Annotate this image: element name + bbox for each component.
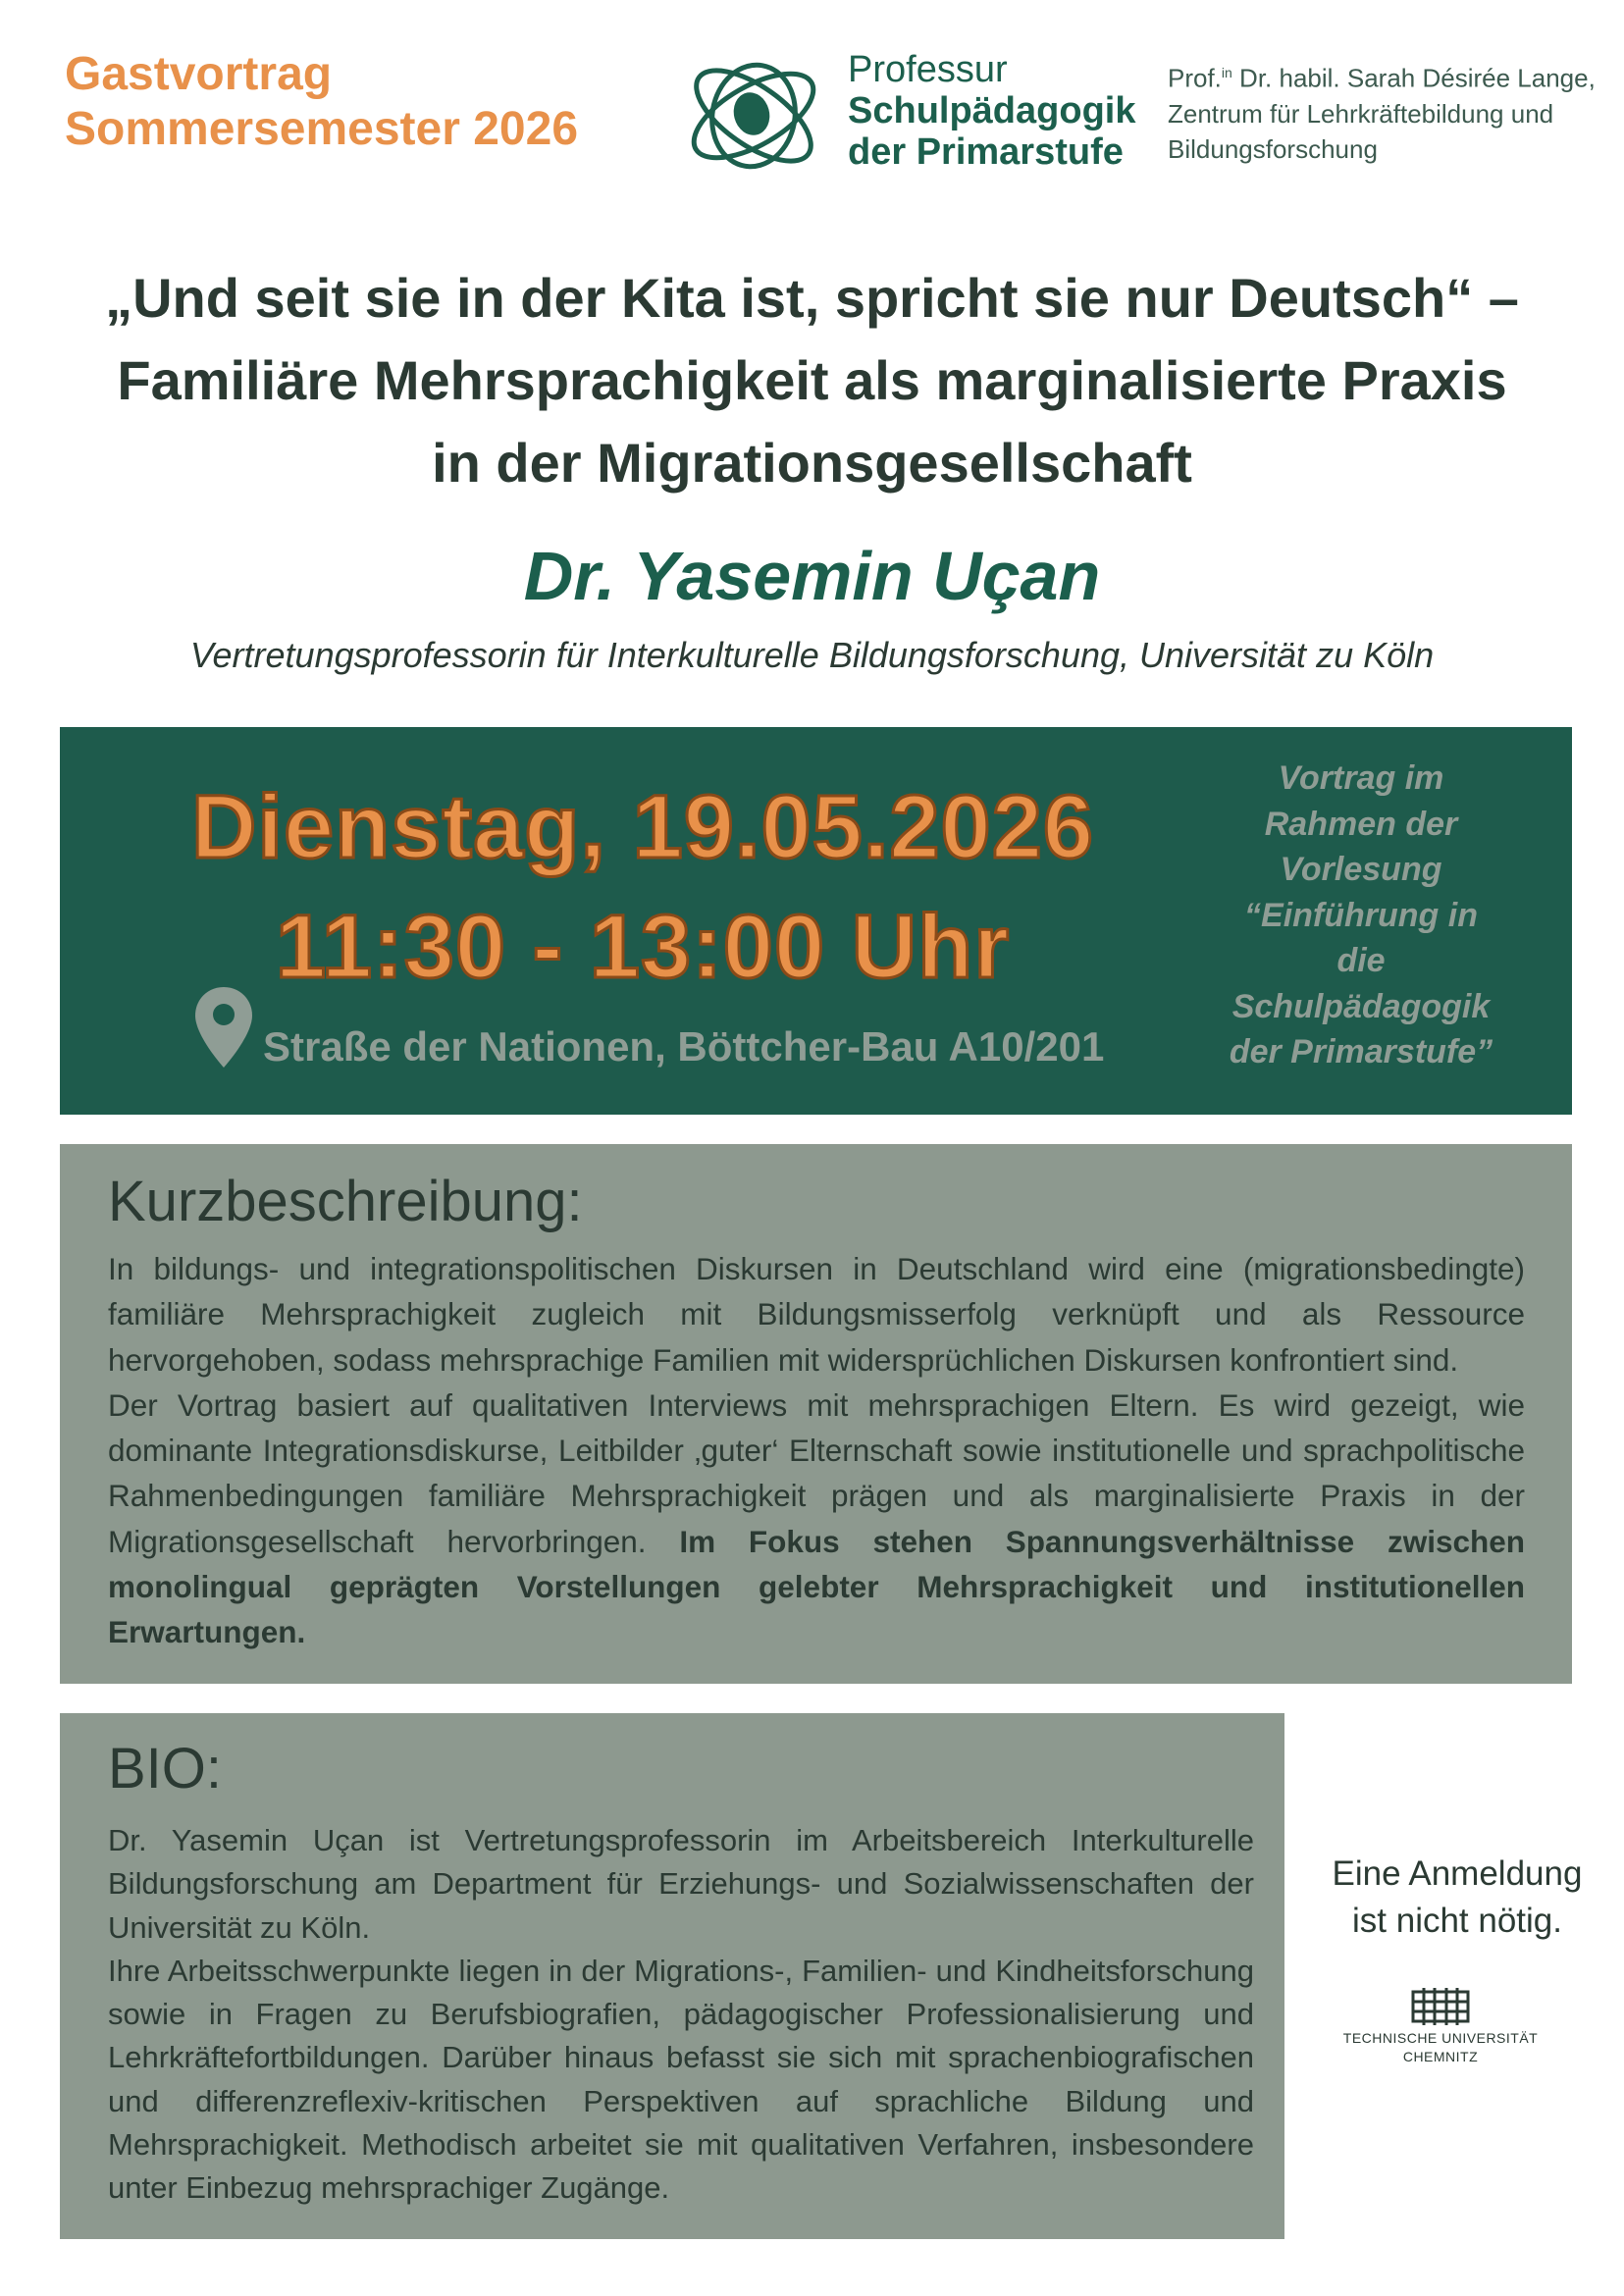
professorship-label — [848, 49, 1135, 173]
chair-name — [1168, 55, 1596, 96]
lecture-title — [39, 257, 1585, 504]
professorship-line1: Professur — [848, 49, 1008, 90]
speaker-role: Vertretungsprofessorin für Interkulturelle Bildungsforschung, Universität zu Köln — [189, 635, 1435, 675]
registration-line1: Eine Anmeldung — [1332, 1854, 1583, 1893]
chair-line2: Zentrum für Lehrkräftebildung und — [1168, 98, 1554, 129]
context-line: Vortrag im — [1278, 759, 1444, 797]
semester: Sommersemester 2026 — [65, 103, 579, 155]
bio-paragraph: Dr. Yasemin Uçan ist Vertretungsprofessorin im Arbeitsbereich Interkulturelle Bildungsforschung am Department für Erziehungs- und Sozialwissenschaften der Universität zu Köln. — [108, 1823, 1254, 1945]
context-line: “Einführung in — [1244, 896, 1478, 934]
context-line: der Primarstufe” — [1229, 1033, 1493, 1070]
event-context — [1199, 756, 1523, 1075]
event-location: Straße der Nationen, Böttcher-Bau A10/201 — [263, 1023, 1105, 1070]
title-line3: in der Migrationsgesellschaft — [432, 432, 1192, 494]
chair-line3: Bildungsforschung — [1168, 133, 1378, 164]
professorship-line3: der Primarstufe — [848, 131, 1124, 173]
university-name — [1305, 2029, 1576, 2066]
bio-paragraph: Ihre Arbeitsschwerpunkte liegen in der Migrations-, Familien- und Kindheitsforschung sowie in Fragen zu Berufsbiografien, pädagogischer Professionalisierung und Lehrkräftefortbildungen. Darüber hinaus befasst sie sich mit sprachenbiografischen und differenzreflexiv-kritischen Perspektiven auf sprachliche Bildung und Mehrsprachigkeit. Methodisch arbeitet sie mit qualitativen Verfahren, insbesondere unter Einbezug mehrsprachiger Zugänge. — [108, 1953, 1254, 2206]
university-line2: CHEMNITZ — [1402, 2049, 1479, 2064]
context-line: Schulpädagogik — [1231, 987, 1491, 1025]
registration-note — [1300, 1851, 1614, 1945]
description-regular: Der Vortrag basiert auf qualitativen Interviews mit mehrsprachigen Eltern. Es wird gezeigt, wie dominante Integrationsdiskurse, Leitbilder ‚guter‘ Elternschaft sowie institutionelle und sprachpolitische Rahmenbedingungen familiäre Mehrsprachigkeit prägen und als marginalisierte Praxis in der Migrationsgesellschaft hervorbringen. — [108, 1386, 1525, 1559]
context-line: Vorlesung — [1280, 851, 1442, 888]
university-line1: TECHNISCHE UNIVERSITÄT — [1342, 2030, 1539, 2046]
registration-line2: ist nicht nötig. — [1352, 1902, 1562, 1940]
event-time: 11:30 - 13:00 Uhr — [275, 897, 1011, 997]
chair-info — [1168, 55, 1596, 167]
professorship-logo-icon — [679, 41, 828, 190]
description-text — [108, 1246, 1525, 1655]
bio-heading: BIO: — [108, 1737, 223, 1800]
event-date: Dienstag, 19.05.2026 — [190, 777, 1095, 877]
event-label — [65, 47, 578, 157]
chair-name-prefix: Prof. — [1168, 63, 1222, 93]
bio-text — [108, 1819, 1254, 2211]
speaker-name: Dr. Yasemin Uçan — [523, 538, 1101, 614]
event-type: Gastvortrag — [65, 48, 333, 100]
description-paragraph: In bildungs- und integrationspolitischen Diskursen in Deutschland wird eine (migrationsbedingte) familiäre Mehrsprachigkeit zugleich mit Bildungsmisserfolg verknüpft und als Ressource hervorgehoben, sodass mehrsprachige Familien mit widersprüchlichen Diskursen konfrontiert sind. — [108, 1251, 1525, 1378]
tu-chemnitz-building-icon — [1409, 1986, 1472, 2027]
title-line1: „Und seit sie in der Kita ist, spricht sie nur Deutsch“ – — [105, 267, 1519, 329]
chair-name-sup: in — [1221, 65, 1232, 80]
context-line: die — [1336, 942, 1386, 979]
title-line2: Familiäre Mehrsprachigkeit als marginalisierte Praxis — [117, 349, 1507, 411]
chair-name-rest: Dr. habil. Sarah Désirée Lange, — [1231, 63, 1596, 93]
description-paragraph — [108, 1383, 1525, 1655]
description-emphasis: Im Fokus stehen Spannungsverhältnisse zwischen monolingual geprägten Vorstellungen gelebter Mehrsprachigkeit und institutionellen Erwartungen. — [108, 1523, 1525, 1650]
context-line: Rahmen der — [1264, 805, 1458, 843]
description-heading: Kurzbeschreibung: — [108, 1170, 583, 1233]
professorship-line2: Schulpädagogik — [848, 90, 1136, 131]
map-pin-icon — [192, 985, 255, 1070]
